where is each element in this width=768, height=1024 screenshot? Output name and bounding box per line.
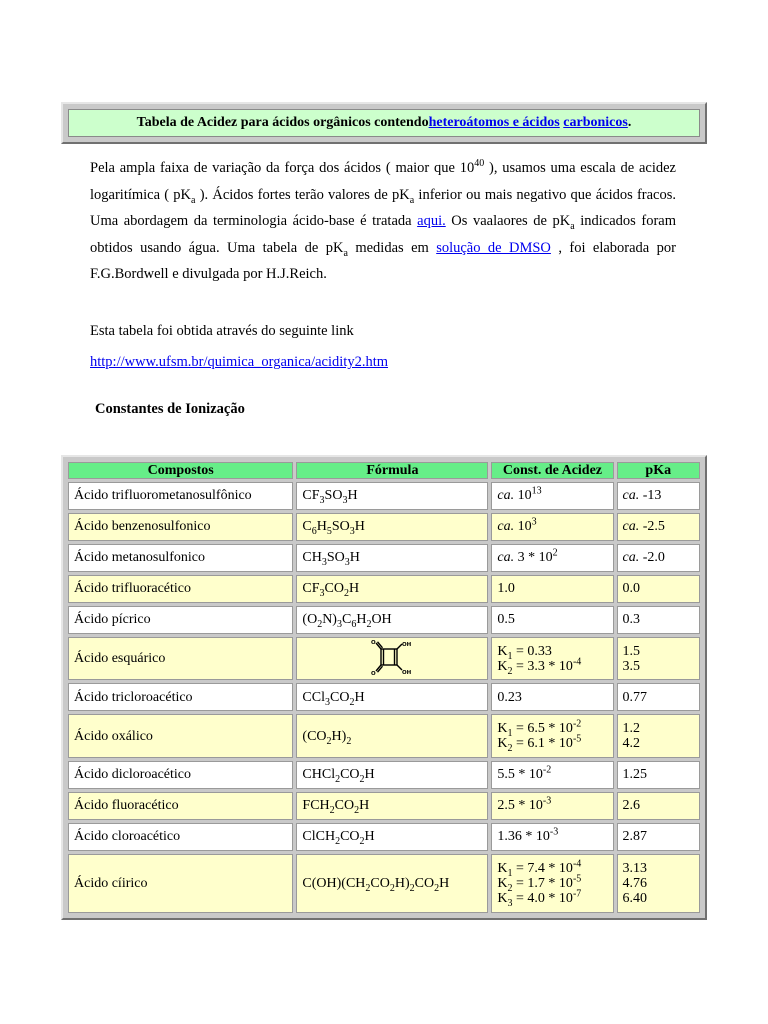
svg-text:OH: OH — [402, 669, 412, 676]
compound-name: Ácido fluoracético — [68, 792, 293, 820]
compound-name: Ácido cloroacético — [68, 823, 293, 851]
carbonicos-link[interactable]: carbonicos — [563, 115, 628, 130]
acidity-constant: $K_1 = 0.33$ $K_2 = 3.3 * 10^{-4}$ — [491, 637, 613, 681]
pka-value: 0.77 — [617, 683, 701, 711]
compound-name: Ácido benzenosulfonico — [68, 513, 293, 541]
svg-text:O: O — [371, 639, 377, 646]
compound-name: Ácido dicloroacético — [68, 761, 293, 789]
pka-value: 1.5 3.5 — [617, 637, 701, 681]
source-url-link[interactable]: http://www.ufsm.br/quimica_organica/acidity2.htm — [90, 354, 389, 370]
table-header-row — [68, 462, 700, 479]
pka-value: 2.6 — [617, 792, 701, 820]
source-paragraph — [90, 349, 676, 376]
compound-name: Ácido trifluorometanosulfônico — [68, 482, 293, 510]
pka-value: 1.2 4.2 — [617, 714, 701, 758]
intro-sub: a — [343, 247, 348, 259]
svg-text:OH: OH — [402, 641, 412, 648]
aqui-link[interactable]: aqui. — [417, 213, 446, 229]
table-row — [68, 714, 700, 758]
intro-sup: 40 — [474, 158, 485, 170]
svg-text:O: O — [371, 670, 377, 677]
pka-value: 1.25 — [617, 761, 701, 789]
intro-text-3: ). Ácidos fortes terão valores de pK — [195, 186, 410, 203]
compound-name: Ácido trifluoracético — [68, 575, 293, 603]
title-frame — [61, 102, 707, 144]
compound-formula: $C_6H_5SO_3H$ — [296, 513, 488, 541]
squaric-acid-structure-icon — [366, 639, 418, 679]
table-row — [68, 482, 700, 510]
intro-sub: a — [570, 220, 575, 232]
compound-formula: $CF_3CO_2H$ — [296, 575, 488, 603]
intro-text-8: , foi elaborada por F.G.Bordwell e divulgada por H.J.Reich. — [90, 239, 676, 282]
table-row — [68, 823, 700, 851]
source-text: Esta tabela foi obtida através do seguinte link — [90, 323, 354, 339]
page-title — [68, 109, 700, 137]
intro-text-4: inferior ou mais negativo que ácidos fracos. Uma abordagem da terminologia ácido-base é tratada — [90, 186, 677, 229]
intro-text-7: medidas em — [347, 239, 437, 256]
compound-name: Ácido pícrico — [68, 606, 293, 634]
acidity-constant: ca. $3 * 10^2$ — [491, 544, 613, 572]
table-row — [68, 683, 700, 711]
table-row — [68, 761, 700, 789]
table-row — [68, 606, 700, 634]
compound-formula: $CF_3SO_3H$ — [296, 482, 488, 510]
heteroatoms-link[interactable]: heteroátomos e ácidos — [428, 115, 560, 130]
compound-name: Ácido esquárico — [68, 637, 293, 681]
compound-formula: $CCl_3CO_2H$ — [296, 683, 488, 711]
pka-value: ca. -2.5 — [617, 513, 701, 541]
dmso-link[interactable]: solução de DMSO — [436, 239, 551, 256]
acidity-constant: $1.36 * 10^{-3}$ — [491, 823, 613, 851]
header-compostos: Compostos — [68, 462, 293, 479]
header-const: Const. de Acidez — [491, 462, 613, 479]
acidity-table-frame — [61, 455, 707, 920]
table-row — [68, 575, 700, 603]
compound-formula: $(O_2N)_3C_6H_2OH$ — [296, 606, 488, 634]
title-text: Tabela de Acidez para ácidos orgânicos contendo — [136, 115, 429, 130]
intro-sub: a — [191, 194, 196, 206]
compound-name: Ácido metanosulfonico — [68, 544, 293, 572]
header-pka: pKa — [617, 462, 701, 479]
table-row — [68, 544, 700, 572]
pka-value: ca. -13 — [617, 482, 701, 510]
table-row — [68, 513, 700, 541]
intro-paragraph — [90, 155, 676, 288]
compound-formula: $CH_3SO_3H$ — [296, 544, 488, 572]
compound-formula: $ClCH_2CO_2H$ — [296, 823, 488, 851]
intro-text-5: Os vaalaores de pK — [445, 213, 571, 229]
compound-name: Ácido cíirico — [68, 854, 293, 913]
title-suffix: . — [627, 115, 632, 130]
acidity-constant: ca. $10^3$ — [491, 513, 613, 541]
acidity-constant: $K_1 = 6.5 * 10^{-2}$ $K_2 = 6.1 * 10^{-5}$ — [491, 714, 613, 758]
compound-formula: $C(OH)(CH_2CO_2H)_2CO_2H$ — [296, 854, 488, 913]
acidity-constant: 0.23 — [491, 683, 613, 711]
table-row — [68, 792, 700, 820]
table-row — [68, 854, 700, 913]
compound-name: Ácido oxálico — [68, 714, 293, 758]
compound-formula: $CHCl_2CO_2H$ — [296, 761, 488, 789]
intro-sub: a — [409, 194, 415, 206]
acidity-constant: 1.0 — [491, 575, 613, 603]
pka-value: 3.13 4.76 6.40 — [617, 854, 701, 913]
intro-text-2: ), usamos uma escala de acidez logaritímica ( pK — [90, 160, 676, 203]
compound-formula — [296, 637, 488, 681]
acidity-constant: $2.5 * 10^{-3}$ — [491, 792, 613, 820]
intro-text-1: Pela ampla faixa de variação da força dos ácidos ( maior que 10 — [90, 160, 475, 176]
pka-value: 2.87 — [617, 823, 701, 851]
acidity-constant: $K_1 = 7.4 * 10^{-4}$ $K_2 = 1.7 * 10^{-5}$ $K_3 = 4.0 * 10^{-7}$ — [491, 854, 613, 913]
table-row — [68, 637, 700, 681]
header-formula: Fórmula — [296, 462, 488, 479]
compound-formula: $(CO_2H)_2$ — [296, 714, 488, 758]
acidity-constant: 0.5 — [491, 606, 613, 634]
compound-formula: $FCH_2CO_2H$ — [296, 792, 488, 820]
acidity-constant: ca. $10^{13}$ — [491, 482, 613, 510]
intro-text-6: indicados foram obtidos usando água. Uma tabela de pK — [90, 213, 676, 256]
pka-value: 0.3 — [617, 606, 701, 634]
compound-name: Ácido tricloroacético — [68, 683, 293, 711]
acidity-table — [65, 459, 703, 916]
pka-value: ca. -2.0 — [617, 544, 701, 572]
acidity-constant: $5.5 * 10^{-2}$ — [491, 761, 613, 789]
section-heading: Constantes de Ionização — [95, 401, 245, 417]
pka-value: 0.0 — [617, 575, 701, 603]
